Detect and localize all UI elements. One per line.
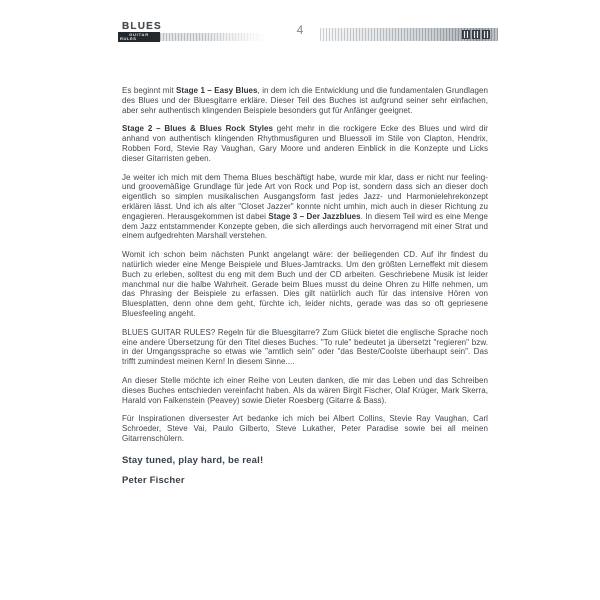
signature: Peter Fischer xyxy=(122,474,185,486)
paragraphs xyxy=(122,86,488,444)
bold-run: Stage 3 – Der Jazzblues xyxy=(268,211,361,221)
text-run: Es beginnt mit xyxy=(122,86,177,95)
bold-run: Stage 2 – Blues & Blues Rock Styles xyxy=(122,124,274,134)
grille-squares-icon xyxy=(482,30,490,39)
text-run: Je weiter ich mich mit dem Thema Blues beschäftigt habe, wurde mir klar, dass er nicht nur feeling- und groovemäßige Grundlage für jede Art von Rock und Pop ist, sondern dass sich an dieser doch eigentlich so simplen musikalischen Ausgangsform fast jedes Jazz- und Harmonielehrekonzept erklären lässt. Und ich als alter "Closet Jazzer" konnte nicht umhin, mich auch in dieser Richtung zu engagieren. Herausgekommen ist dabei xyxy=(122,172,488,221)
page-body xyxy=(122,86,488,487)
closing-line: Stay tuned, play hard, be real! xyxy=(122,454,264,466)
logo-guitar-rules-box xyxy=(118,32,160,42)
text-run: BLUES GUITAR RULES? Regeln für die Bluesgitarre? Zum Glück bietet die englische Sprache noch eine andere Übersetzung für den Titel dieses Buches. "To rule" bedeutet ja übersetzt "regieren" bzw. in der Umgangssprache so etwas wie "amtlich sein" oder "das Beste/Coolste überhaupt sein". Das trifft zumindest meinen Kern! In diesem Sinne.... xyxy=(122,327,488,367)
bold-run: Stage 1 – Easy Blues xyxy=(176,86,258,95)
paragraph xyxy=(122,173,488,242)
logo-guitar-text: GUITAR xyxy=(129,32,149,37)
text-run: Für Inspirationen diversester Art bedanke ich mich bei Albert Collins, Stevie Ray Vaughan, Carl Schroeder, Steve Vai, Paulo Gilberto, Steve Lukather, Peter Paradise sowie bei all meinen Gitarrenschülern. xyxy=(122,414,488,443)
grille-squares-icon xyxy=(472,30,480,39)
paragraph xyxy=(122,414,488,443)
logo-rules-text: RULES xyxy=(120,36,137,41)
text-run: , in dem ich die Entwicklung und die fundamentalen Grundlagen des Blues und der Bluesgitarre erkläre. Dieser Teil des Buches ist aufgrund seiner sehr einfachen, aber sehr authentisch klingenden Beispiele besonders gut für Anfänger geeignet. xyxy=(122,86,488,115)
paragraph xyxy=(122,124,488,163)
paragraph xyxy=(122,250,488,319)
logo-blues-text: BLUES xyxy=(122,21,162,32)
text-run: . In diesem Teil wird es eine Menge dem Jazz entstammender Konzepte geben, die sich allerdings auch hervorragend mit einer Strat und einem aufgedrehten Marshall verstehen. xyxy=(122,211,488,241)
header-gradient-bar xyxy=(320,28,498,41)
text-run: Womit ich schon beim nächsten Punkt angelangt wäre: der beiliegenden CD. Auf ihr findest du natürlich wieder eine Menge Beispiele und Blues-Jamtracks. Um den größten Lerneffekt mit diesem Buch zu erleben, solltest du eng mit dem Buch und der CD arbeiten. Geschriebene Musik ist leider manchmal nur die halbe Wahrheit. Gerade beim Blues musst du deine Ohren zu Hilfe nehmen, um das Phrasing der Beispiele zu erfassen. Dies gilt natürlich auch für das intensive Hören von Bluesplatten, denn ohne dem geht, fürchte ich, leider nichts, gerade was das so oft gepriesene Bluesfeeling angeht. xyxy=(122,250,488,318)
text-run: An dieser Stelle möchte ich einer Reihe von Leuten danken, die mir das Leben und das Schreiben dieses Buches entschieden vereinfacht haben. Als da wären Birgit Fischer, Olaf Krüger, Mark Skerra, Harald von Falkenstein (Peavey) sowie Dieter Roesberg (Gitarre & Bass). xyxy=(122,375,488,405)
paragraph xyxy=(122,328,488,367)
paragraph xyxy=(122,86,488,115)
grille-squares-icon xyxy=(462,30,470,39)
paragraph xyxy=(122,376,488,405)
page-number: 4 xyxy=(296,23,304,37)
text-run: geht mehr in die rockigere Ecke des Blues und wird dir anhand von authentisch klingenden Rhythmusfiguren und Bluessoli im Stile von Clapton, Hendrix, Robben Ford, Stevie Ray Vaughan, Gary Moore und anderen Einblick in die Konzepte und Licks dieser Gitarristen geben. xyxy=(122,124,488,163)
